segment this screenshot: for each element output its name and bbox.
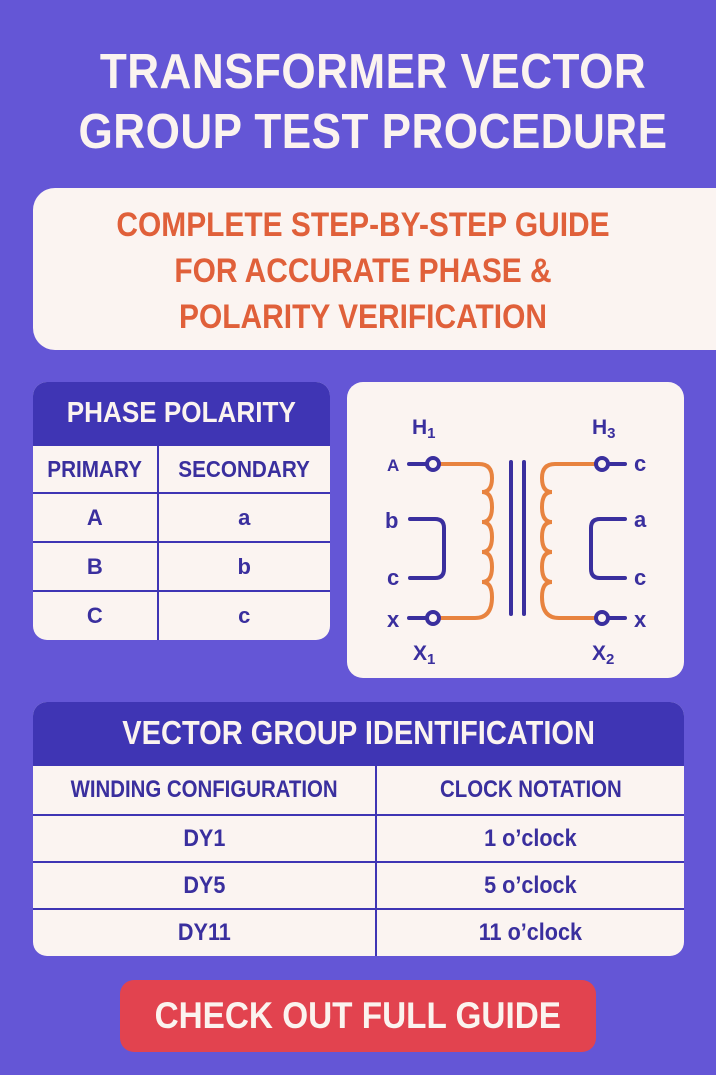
vector-group-grid (33, 764, 684, 956)
winding-value: DY5 (182, 871, 226, 899)
left-label-x: x (387, 607, 400, 632)
secondary-cell: a (158, 493, 330, 542)
column-header-primary (33, 445, 158, 493)
phase-polarity-heading (33, 382, 330, 444)
primary-cell: B (33, 542, 158, 591)
subtitle (108, 202, 618, 340)
terminal-x2-label: X2 (592, 642, 615, 668)
phase-polarity-table (33, 382, 330, 640)
column-header-secondary-text: SECONDARY (178, 455, 311, 482)
terminal-circle-h1 (427, 458, 439, 470)
table-row (33, 493, 330, 542)
subtitle-line-3: POLARITY VERIFICATION (179, 298, 547, 336)
right-label-x: x (634, 607, 647, 632)
column-header-primary-text: PRIMARY (47, 455, 143, 482)
column-header-clock-text: CLOCK NOTATION (439, 776, 622, 803)
title-line-2: GROUP TEST PROCEDURE (78, 105, 668, 159)
column-header-secondary (158, 445, 330, 493)
page-title (64, 42, 681, 162)
winding-cell (33, 909, 376, 956)
right-label-a: a (634, 507, 647, 532)
winding-cell (33, 862, 376, 909)
right-label-c-bottom: c (634, 565, 647, 590)
terminal-h3-label: H3 (592, 416, 616, 442)
table-row (33, 542, 330, 591)
clock-cell (376, 862, 684, 909)
subtitle-line-1: COMPLETE STEP-BY-STEP GUIDE (116, 206, 610, 244)
transformer-schematic-icon (347, 382, 684, 678)
clock-value: 11 o’clock (478, 919, 583, 946)
title-line-1: TRANSFORMER VECTOR (99, 45, 647, 99)
terminal-circle-h3 (596, 458, 608, 470)
vector-group-table (33, 702, 684, 956)
left-label-c: c (387, 565, 400, 590)
table-row (33, 815, 684, 862)
column-header-clock (376, 765, 684, 815)
table-row (33, 591, 330, 640)
right-label-c-top: c (634, 451, 647, 476)
winding-cell (33, 815, 376, 862)
primary-cell: C (33, 591, 158, 640)
subtitle-card (33, 188, 716, 350)
table-header-row (33, 445, 330, 493)
subtitle-line-2: FOR ACCURATE PHASE & (174, 252, 552, 290)
primary-cell: A (33, 493, 158, 542)
clock-cell (376, 909, 684, 956)
table-row (33, 909, 684, 956)
clock-cell (376, 815, 684, 862)
column-header-winding-text: WINDING CONFIGURATION (70, 776, 338, 803)
table-row (33, 862, 684, 909)
vector-group-heading (33, 702, 684, 764)
left-label-b: b (385, 508, 399, 533)
left-label-a: A (387, 456, 400, 475)
winding-value: DY11 (177, 919, 231, 946)
phase-polarity-heading-text: PHASE POLARITY (66, 397, 297, 429)
cta-label: CHECK OUT FULL GUIDE (154, 995, 562, 1036)
column-header-winding (33, 765, 376, 815)
winding-value: DY1 (182, 824, 226, 852)
secondary-cell: b (158, 542, 330, 591)
vector-group-heading-text: VECTOR GROUP IDENTIFICATION (122, 714, 595, 751)
terminal-h1-label: H1 (412, 416, 436, 442)
terminal-circle-x1 (427, 612, 439, 624)
clock-value: 5 o’clock (484, 871, 577, 899)
transformer-diagram (347, 382, 684, 678)
phase-polarity-grid (33, 444, 330, 640)
clock-value: 1 o’clock (484, 824, 577, 852)
table-header-row (33, 765, 684, 815)
secondary-cell: c (158, 591, 330, 640)
terminal-x1-label: X1 (413, 642, 436, 668)
terminal-circle-x2 (596, 612, 608, 624)
check-out-full-guide-button[interactable] (120, 980, 596, 1052)
